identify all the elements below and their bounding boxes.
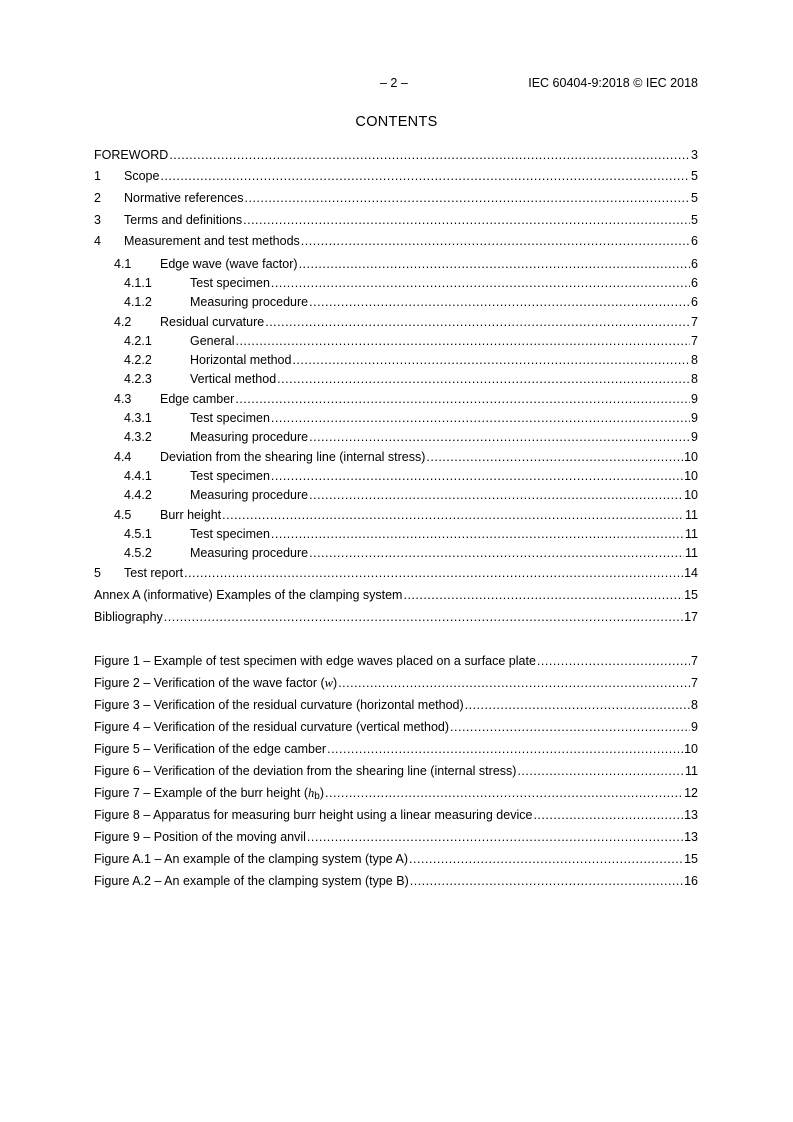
figure-entry-title: Figure 7 – Example of the burr height $(h_b)$ (94, 786, 324, 802)
toc-entry-number: 1 (94, 169, 101, 183)
toc-entry-title: Measurement and test methods (124, 234, 300, 248)
dot-leader (465, 697, 690, 713)
math-variable: w (324, 676, 334, 690)
toc-entry[interactable] (94, 147, 698, 163)
dot-leader (409, 851, 683, 867)
toc-entry-page: 6 (691, 276, 698, 290)
toc-entry-number: 4.5.1 (124, 527, 152, 541)
toc-entry-page: 10 (684, 488, 698, 502)
toc-entry-title: Edge wave (wave factor) (160, 257, 298, 271)
toc-entry-number: 4.4 (114, 450, 132, 464)
toc-entry-number: 4.1.1 (124, 276, 152, 290)
toc-entry-title: Measuring procedure (190, 295, 309, 309)
toc-entry-page: 8 (691, 353, 698, 367)
toc-entry-title: Terms and definitions (124, 213, 243, 227)
toc-entry[interactable] (94, 609, 698, 625)
dot-leader (403, 587, 683, 603)
figure-entry-page: 7 (691, 676, 698, 690)
toc-entry-number: 4.2 (114, 315, 132, 329)
toc-entry-page: 9 (691, 411, 698, 425)
page-title: CONTENTS (355, 114, 438, 130)
dot-leader (222, 507, 684, 523)
dot-leader (292, 352, 690, 368)
toc-entry-page: 5 (691, 169, 698, 183)
toc-entry-title: General (190, 334, 235, 348)
toc-entry[interactable] (94, 314, 698, 330)
toc-entry-title: Test specimen (190, 411, 270, 425)
dot-leader (309, 429, 690, 445)
toc-entry-title: Bibliography (94, 610, 163, 624)
math-variable: h (308, 786, 315, 800)
figure-entry-title: Figure 5 – Verification of the edge camber (94, 742, 327, 756)
dot-leader (327, 741, 683, 757)
toc-entry-title: Residual curvature (160, 315, 265, 329)
toc-entry-title: Scope (124, 169, 160, 183)
toc-entry-number: 4.2.2 (124, 353, 152, 367)
toc-entry-page: 8 (691, 372, 698, 386)
toc-entry[interactable] (94, 487, 698, 503)
dot-leader (450, 719, 690, 735)
toc-entry[interactable] (94, 371, 698, 387)
math-subscript: b (314, 791, 320, 802)
toc-entry[interactable] (94, 168, 698, 184)
dot-leader (410, 873, 683, 889)
figure-entry-title: Figure 4 – Verification of the residual curvature (vertical method) (94, 720, 450, 734)
dot-leader (309, 487, 683, 503)
toc-entry[interactable] (94, 275, 698, 291)
toc-entry[interactable] (94, 565, 698, 581)
dot-leader (271, 275, 690, 291)
figure-entry-page: 8 (691, 698, 698, 712)
toc-entry-number: 4.4.1 (124, 469, 152, 483)
toc-entry-number: 4.5.2 (124, 546, 152, 560)
dot-leader (426, 449, 683, 465)
dot-leader (271, 410, 690, 426)
dot-leader (271, 526, 684, 542)
figure-entry-page: 15 (684, 852, 698, 866)
toc-entry-title: Test report (124, 566, 184, 580)
toc-entry[interactable] (94, 294, 698, 310)
figure-entry-title: Figure 2 – Verification of the wave factor (w) (94, 676, 338, 690)
toc-entry-number: 2 (94, 191, 101, 205)
toc-entry[interactable] (94, 391, 698, 407)
toc-entry-title: Deviation from the shearing line (internal stress) (160, 450, 426, 464)
toc-entry-title: Test specimen (190, 527, 270, 541)
toc-entry[interactable] (94, 410, 698, 426)
dot-leader (245, 190, 691, 206)
page-header (0, 76, 793, 92)
toc-entry-page: 6 (691, 234, 698, 248)
toc-entry-number: 5 (94, 566, 101, 580)
dot-leader (309, 294, 690, 310)
toc-entry-number: 4.3.2 (124, 430, 152, 444)
dot-leader (160, 168, 690, 184)
dot-leader (517, 763, 684, 779)
toc-entry-title: Measuring procedure (190, 546, 309, 560)
toc-entry-page: 10 (684, 450, 698, 464)
standard-identifier: IEC 60404-9:2018 © IEC 2018 (528, 76, 698, 90)
figure-entry-title: Figure A.2 – An example of the clamping system (type B) (94, 874, 409, 888)
figure-entry-title: Figure 3 – Verification of the residual curvature (horizontal method) (94, 698, 464, 712)
toc-entry[interactable] (94, 352, 698, 368)
figure-entry-page: 13 (684, 808, 698, 822)
figure-entry-title: Figure A.1 – An example of the clamping system (type A) (94, 852, 409, 866)
figure-entry-page: 13 (684, 830, 698, 844)
dot-leader (301, 233, 690, 249)
figure-entry-title: Figure 9 – Position of the moving anvil (94, 830, 306, 844)
figure-entry[interactable] (94, 807, 698, 823)
toc-entry-page: 7 (691, 334, 698, 348)
figure-entry[interactable] (94, 785, 698, 801)
dot-leader (164, 609, 683, 625)
toc-entry[interactable] (94, 333, 698, 349)
dot-leader (271, 468, 683, 484)
figure-entry[interactable] (94, 829, 698, 845)
figure-entry-page: 10 (684, 742, 698, 756)
dot-leader (169, 147, 690, 163)
figure-entry-title: Figure 6 – Verification of the deviation from the shearing line (internal stress) (94, 764, 517, 778)
dot-leader (537, 653, 690, 669)
figure-entry[interactable] (94, 851, 698, 867)
figure-entry-title: Figure 8 – Apparatus for measuring burr height using a linear measuring device (94, 808, 533, 822)
figure-entry-page: 12 (684, 786, 698, 800)
toc-entry-title: Vertical method (190, 372, 277, 386)
figure-entry[interactable] (94, 719, 698, 735)
toc-entry-page: 9 (691, 430, 698, 444)
dot-leader (184, 565, 683, 581)
dot-leader (277, 371, 690, 387)
toc-entry-number: 4.2.1 (124, 334, 152, 348)
toc-entry[interactable] (94, 212, 698, 228)
toc-entry-number: 4.4.2 (124, 488, 152, 502)
dot-leader (235, 333, 690, 349)
toc-entry-page: 11 (685, 508, 698, 522)
toc-entry-number: 4.1.2 (124, 295, 152, 309)
figure-entry[interactable] (94, 873, 698, 889)
toc-entry-title: Test specimen (190, 276, 270, 290)
dot-leader (235, 391, 690, 407)
toc-entry-title: Annex A (informative) Examples of the clamping system (94, 588, 403, 602)
toc-entry-page: 10 (684, 469, 698, 483)
toc-entry[interactable] (94, 526, 698, 542)
toc-entry-page: 5 (691, 191, 698, 205)
dot-leader (265, 314, 690, 330)
toc-entry-page: 11 (685, 546, 698, 560)
figure-entry-page: 9 (691, 720, 698, 734)
toc-entry-title: Edge camber (160, 392, 235, 406)
dot-leader (299, 256, 690, 272)
toc-entry-title: Measuring procedure (190, 430, 309, 444)
toc-entry[interactable] (94, 190, 698, 206)
toc-entry-title: FOREWORD (94, 148, 169, 162)
figure-entry-page: 16 (684, 874, 698, 888)
toc-entry-page: 11 (685, 527, 698, 541)
toc-entry-number: 4.2.3 (124, 372, 152, 386)
toc-entry-number: 4.3.1 (124, 411, 152, 425)
page-number: – 2 – (380, 76, 408, 90)
figure-entry[interactable] (94, 763, 698, 779)
figure-entry[interactable] (94, 741, 698, 757)
toc-entry-number: 4.3 (114, 392, 132, 406)
dot-leader (325, 785, 683, 801)
dot-leader (309, 545, 684, 561)
toc-entry[interactable] (94, 256, 698, 272)
toc-entry-title: Test specimen (190, 469, 270, 483)
figure-entry-page: 11 (685, 764, 698, 778)
dot-leader (533, 807, 683, 823)
dot-leader (338, 675, 690, 691)
toc-entry[interactable] (94, 587, 698, 603)
toc-entry-page: 5 (691, 213, 698, 227)
toc-entry-page: 7 (691, 315, 698, 329)
toc-entry-page: 17 (684, 610, 698, 624)
toc-entry-title: Burr height (160, 508, 222, 522)
figure-entry[interactable] (94, 697, 698, 713)
toc-entry[interactable] (94, 545, 698, 561)
figure-entry-page: 7 (691, 654, 698, 668)
toc-entry-title: Horizontal method (190, 353, 292, 367)
toc-entry-number: 3 (94, 213, 101, 227)
toc-entry-page: 14 (684, 566, 698, 580)
figure-entry[interactable] (94, 653, 698, 669)
toc-entry-page: 6 (691, 257, 698, 271)
toc-entry-number: 4 (94, 234, 101, 248)
toc-entry-page: 15 (684, 588, 698, 602)
toc-entry-title: Measuring procedure (190, 488, 309, 502)
toc-entry-number: 4.1 (114, 257, 132, 271)
figure-entry-title: Figure 1 – Example of test specimen with edge waves placed on a surface plate (94, 654, 536, 668)
toc-entry-number: 4.5 (114, 508, 132, 522)
toc-entry[interactable] (94, 468, 698, 484)
figure-entry[interactable] (94, 675, 698, 691)
toc-entry-page: 6 (691, 295, 698, 309)
toc-entry[interactable] (94, 233, 698, 249)
dot-leader (243, 212, 690, 228)
toc-entry[interactable] (94, 429, 698, 445)
toc-entry[interactable] (94, 449, 698, 465)
dot-leader (307, 829, 683, 845)
toc-entry-page: 9 (691, 392, 698, 406)
toc-entry[interactable] (94, 507, 698, 523)
toc-entry-page: 3 (691, 148, 698, 162)
toc-entry-title: Normative references (124, 191, 244, 205)
